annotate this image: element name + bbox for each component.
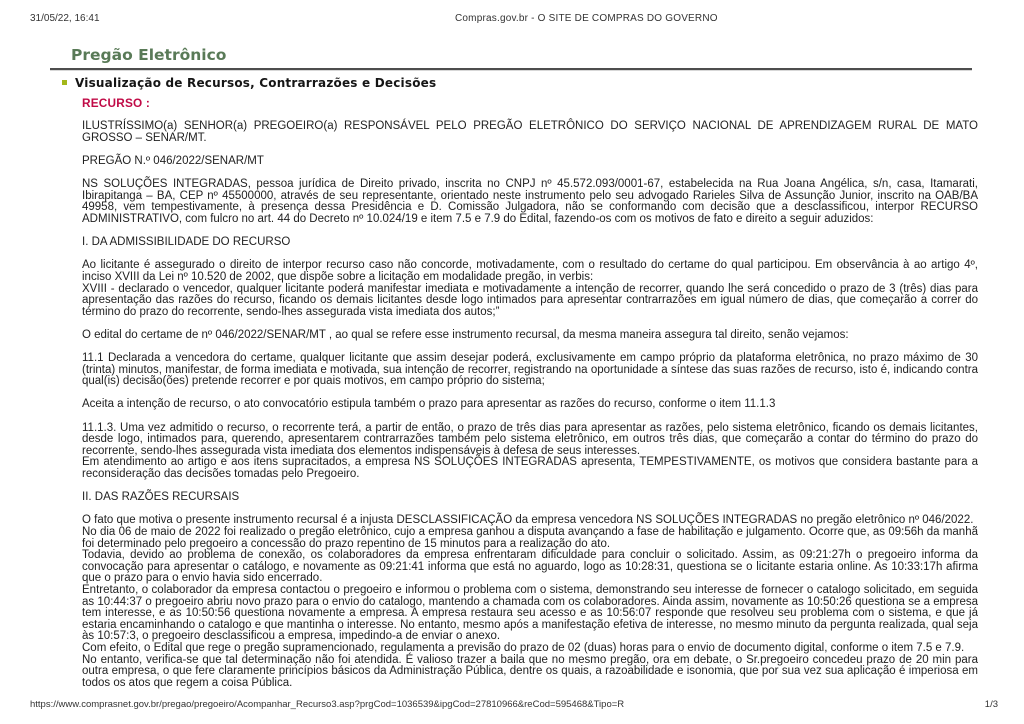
document-paragraph: No dia 06 de maio de 2022 foi realizado o pregão eletrônico, cujo a empresa ganhou a disputa avançando a fase de habilitação e julgamento. Ocorre que, as 09:56h da manhã foi determinado pelo pregoeiro a concessão do prazo repentino de 15 minutos para a realização do ato. — [82, 525, 978, 550]
document-paragraph: O edital do certame de nº 046/2022/SENAR/MT , ao qual se refere esse instrumento recursal, da mesma maneira assegura tal direito, senão vejamos: — [82, 328, 849, 341]
document-paragraph: PREGÃO N.º 046/2022/SENAR/MT — [82, 154, 264, 167]
recurso-document — [82, 98, 978, 689]
document-paragraph: XVIII - declarado o vencedor, qualquer licitante poderá manifestar imediata e motivadamente a intenção de recorrer, quando lhe será concedido o prazo de 3 (três) dias para apresentação das razões do recurso, ficando os demais licitantes desde logo intimados para apresentar contrarrazões em igual número de dias, que começarão a correr do término do prazo do recorrente, sendo-lhes assegurada vista imediata dos autos;” — [82, 282, 978, 318]
document-paragraph: Em atendimento ao artigo e aos itens supracitados, a empresa NS SOLUÇÕES INTEGRADAS apresenta, TEMPESTIVAMENTE, os motivos que considera bastante para a reconsideração das decisões tomadas pelo Pregoeiro. — [82, 456, 978, 480]
document-paragraph: No entanto, verifica-se que tal determinação não foi atendida. É valioso trazer a baila que no mesmo pregão, ora em debate, o Sr.pregoeiro concedeu prazo de 20 min para outra empresa, o que fere claramente princípios básicos da Administração Pública, dentre os quais, a razoabilidade e isonomia, que por sua vez sua aplicação é imperiosa em todos os atos que regem a coisa Pública. — [82, 653, 978, 689]
section-divider — [50, 68, 972, 71]
document-paragraph: O fato que motiva o presente instrumento recursal é a injusta DESCLASSIFICAÇÃO da empresa vencedora NS SOLUÇÕES INTEGRADAS no pregão eletrônico nº 046/2022. — [82, 514, 974, 527]
document-paragraph: 11.1.3. Uma vez admitido o recurso, o recorrente terá, a partir de então, o prazo de três dias para apresentar as razões, pelo sistema eletrônico, ficando os demais licitantes, desde logo, intimados para, querendo, apresentarem contrarrazões também pelo sistema eletrônico, em outros três dias, que começarão a contar do término do prazo do recorrente, sendo-lhes assegurada vista imediata dos elementos indispensáveis à defesa de seus interesses. — [82, 421, 978, 457]
document-paragraph: ILUSTRÍSSIMO(a) SENHOR(a) PREGOEIRO(a) RESPONSÁVEL PELO PREGÃO ELETRÔNICO DO SERVIÇO NACIONAL DE APRENDIZAGEM RURAL DE MATO GROSSO – SENAR/MT. — [82, 120, 978, 144]
document-paragraph: Aceita a intenção de recurso, o ato convocatório estipula também o prazo para apresentar as razões do recurso, conforme o item 11.1.3 — [82, 398, 776, 411]
document-paragraph: Com efeito, o Edital que rege o pregão supramencionado, regulamenta a previsão do prazo de 02 (duas) horas para o envio de documento digital, conforme o item 7.5 e 7.9. — [82, 641, 965, 654]
document-paragraph: Todavia, devido ao problema de conexão, os colaboradores da empresa enfrentaram dificuldade para concluir o solicitado. Assim, as 09:21:27h o pregoeiro informa da convocação para apresentar o catálogo, e novamente as 09:21:41 informa que está no aguardo, logo as 10:28:31, questiona se o licitante estaria online. As 10:33:17h afirma que o prazo para o envio havia sido encerrado. — [82, 549, 978, 585]
document-section-heading: I. DA ADMISSIBILIDADE DO RECURSO — [82, 236, 291, 249]
print-footer-url: https://www.comprasnet.gov.br/pregao/pregoeiro/Acompanhar_Recurso3.asp?prgCod=1036539&ipgCod=27810966&reCod=595468&Tipo=R — [30, 699, 625, 710]
subsection-header — [62, 76, 436, 90]
page-title: Pregão Eletrônico — [71, 46, 227, 64]
print-header-datetime: 31/05/22, 16:41 — [30, 13, 100, 24]
print-footer-page-indicator: 1/3 — [984, 699, 998, 710]
document-paragraph: Ao licitante é assegurado o direito de interpor recurso caso não concorde, motivadamente, com o resultado do certame do qual participou. Em observância à ao artigo 4º, inciso XVIII da Lei nº 10.520 de 2002, que dispõe sobre a licitação em modalidade pregão, in verbis: — [82, 259, 978, 283]
document-section-heading: II. DAS RAZÕES RECURSAIS — [82, 491, 240, 504]
subsection-title: Visualização de Recursos, Contrarrazões e Decisões — [75, 76, 437, 90]
print-header-site-title: Compras.gov.br - O SITE DE COMPRAS DO GOVERNO — [455, 13, 718, 24]
recurso-label: RECURSO : — [82, 96, 150, 110]
document-paragraph: NS SOLUÇÕES INTEGRADAS, pessoa jurídica de Direito privado, inscrita no CNPJ nº 45.572.093/0001-67, estabelecida na Rua Joana Angélica, s/n, casa, Itamarati, Ibirapitanga – BA, CEP nº 45500000, através de seu representante, orientado neste instrumento pelo seu advogado Rarieles Silva de Assunção Junior, inscrito na OAB/BA 49958, vem tempestivamente, à presença dessa Presidência e D. Comissão Julgadora, não se conformando com decisão que a desclassificou, interpor RECURSO ADMINISTRATIVO, com fulcro no art. 44 do Decreto nº 10.024/19 e item 7.5 e 7.9 do Edital, fazendo-os com os motivos de fato e direito a seguir aduzidos: — [82, 178, 978, 225]
square-bullet-icon — [62, 80, 67, 85]
document-paragraph: Entretanto, o colaborador da empresa contactou o pregoeiro e informou o problema com o sistema, demonstrando seu interesse de fornecer o catalogo solicitado, em seguida as 10:44:37 o pregoeiro abriu novo prazo para o envio do catalogo, mantendo a chamada com os colaboradores. Ainda assim, novamente as 10:50:26 questiona se a empresa tem interesse, e as 10:50:56 questiona novamente a empresa. A empresa restaura seu acesso e as 10:56:07 responde que resolveu seu problema com o sistema, e que já estaria encaminhando o catalogo e que mantinha o interesse. No entanto, mesmo após a manifestação efetiva de interesse, no mesmo minuto da pergunta realizada, qual seja às 10:57:3, o pregoeiro desclassificou a empresa, impedindo-a de enviar o anexo. — [82, 583, 978, 643]
document-paragraph: 11.1 Declarada a vencedora do certame, qualquer licitante que assim desejar poderá, exclusivamente em campo próprio da plataforma eletrônica, no prazo máximo de 30 (trinta) minutos, manifestar, de forma imediata e motivada, sua intenção de recorrer, registrando na oportunidade a síntese das suas razões de recurso, isto é, indicando contra qual(is) decisão(ões) pretende recorrer e por quais motivos, em campo próprio do sistema; — [82, 352, 978, 388]
